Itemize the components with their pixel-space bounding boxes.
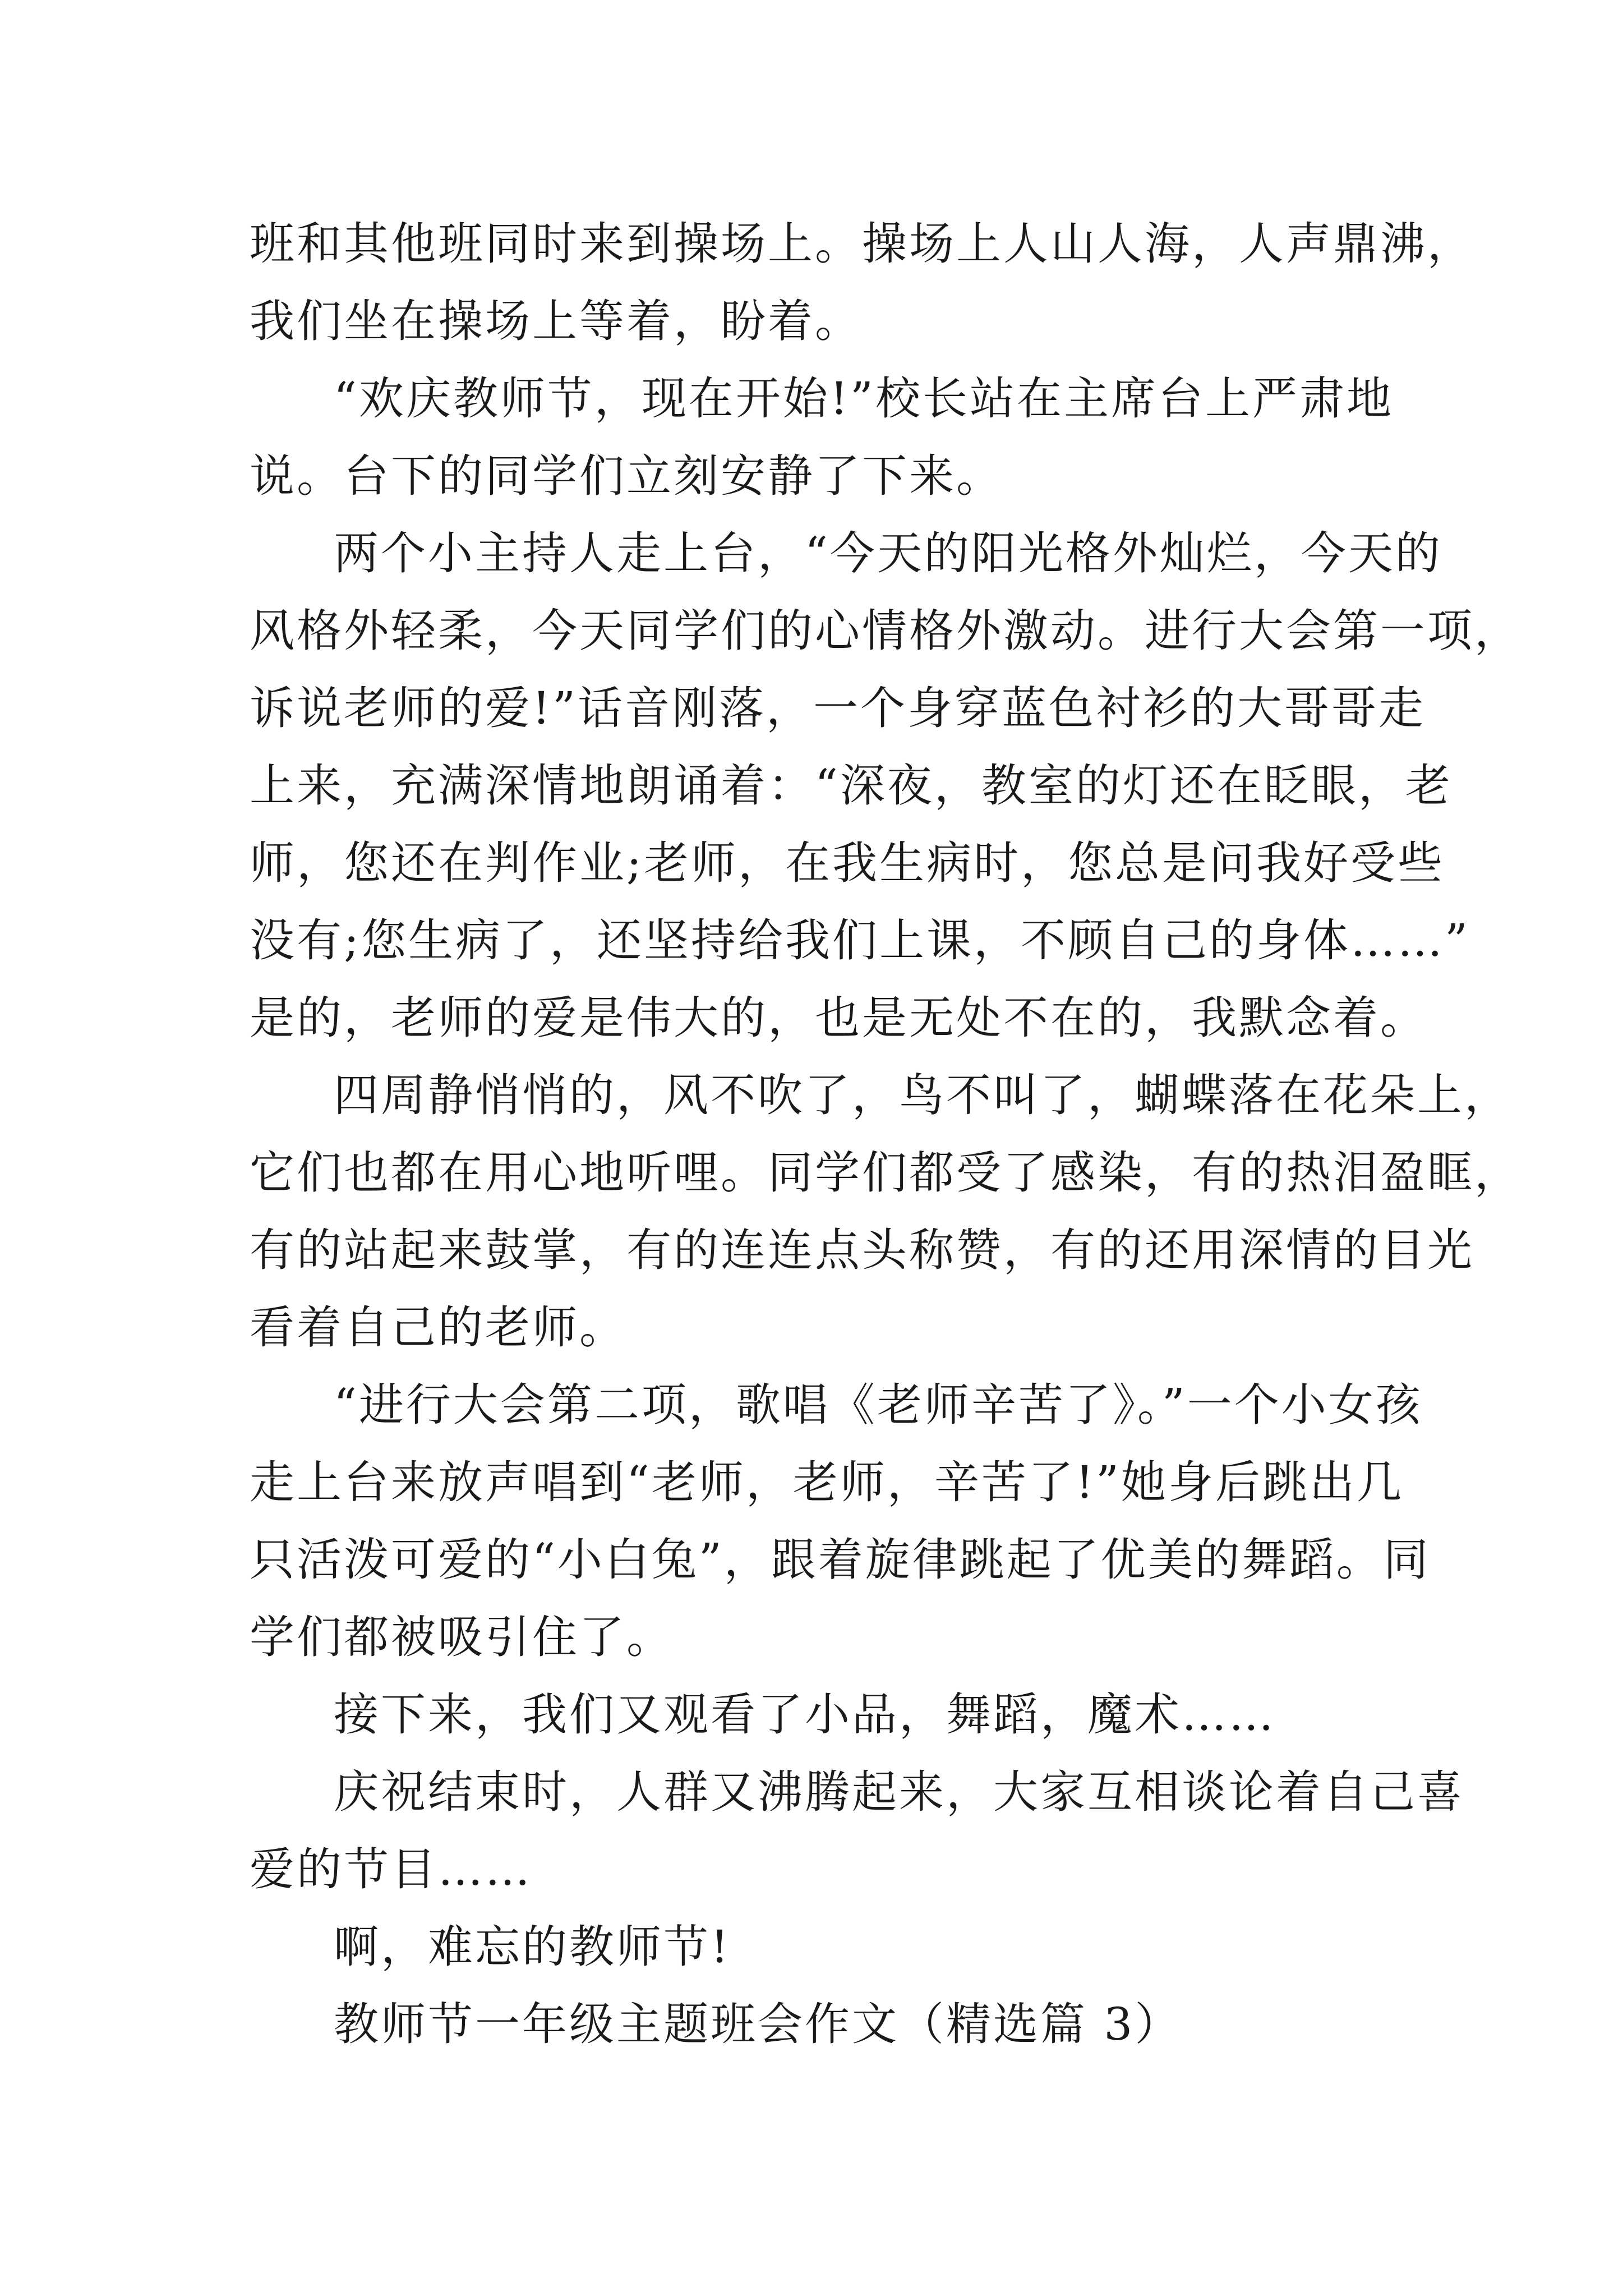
- text-line: 爱的节目……: [250, 1843, 532, 1895]
- text-line: 师，您还在判作业;老师，在我生病时，您总是问我好受些: [250, 837, 1445, 889]
- paragraph-start-line: 两个小主持人走上台，“今天的阳光格外灿烂，今天的: [334, 527, 1442, 579]
- text-line: 上来，充满深情地朗诵着：“深夜，教室的灯还在眨眼，老: [250, 760, 1453, 812]
- text-line: 看着自己的老师。: [250, 1301, 626, 1354]
- paragraph-start-line: 接下来，我们又观看了小品，舞蹈，魔术……: [334, 1688, 1276, 1741]
- text-line: 它们也都在用心地听哩。同学们都受了感染，有的热泪盈眶，: [250, 1147, 1521, 1199]
- text-line: 有的站起来鼓掌，有的连连点头称赞，有的还用深情的目光: [250, 1224, 1474, 1276]
- paragraph-start-line: 啊，难忘的教师节!: [334, 1921, 731, 1973]
- text-line: 班和其他班同时来到操场上。操场上人山人海，人声鼎沸，: [250, 218, 1474, 270]
- paragraph-start-line: 庆祝结束时，人群又沸腾起来，大家互相谈论着自己喜: [334, 1766, 1464, 1818]
- paragraph-start-line: “进行大会第二项，歌唱《老师辛苦了》。”一个小女孩: [334, 1379, 1423, 1431]
- text-line: 没有;您生病了，还坚持给我们上课，不顾自己的身体……”: [250, 914, 1470, 967]
- text-line: 学们都被吸引住了。: [250, 1611, 674, 1663]
- paragraph-start-line: 四周静悄悄的，风不吹了，鸟不叫了，蝴蝶落在花朵上，: [334, 1069, 1511, 1121]
- text-line: 是的，老师的爱是伟大的，也是无处不在的，我默念着。: [250, 992, 1427, 1044]
- text-line: 诉说老师的爱!”话音刚落，一个身穿蓝色衬衫的大哥哥走: [250, 682, 1426, 734]
- section-heading: 教师节一年级主题班会作文（精选篇 3）: [334, 1998, 1182, 2050]
- text-line: 风格外轻柔，今天同学们的心情格外激动。进行大会第一项，: [250, 605, 1521, 657]
- text-line: 我们坐在操场上等着，盼着。: [250, 295, 862, 347]
- paragraph-start-line: “欢庆教师节，现在开始!”校长站在主席台上严肃地: [334, 372, 1394, 425]
- text-line: 说。台下的同学们立刻安静了下来。: [250, 450, 1003, 502]
- text-line: 只活泼可爱的“小白兔”，跟着旋律跳起了优美的舞蹈。同: [250, 1534, 1431, 1586]
- text-line: 走上台来放声唱到“老师，老师，辛苦了!”她身后跳出几: [250, 1456, 1404, 1508]
